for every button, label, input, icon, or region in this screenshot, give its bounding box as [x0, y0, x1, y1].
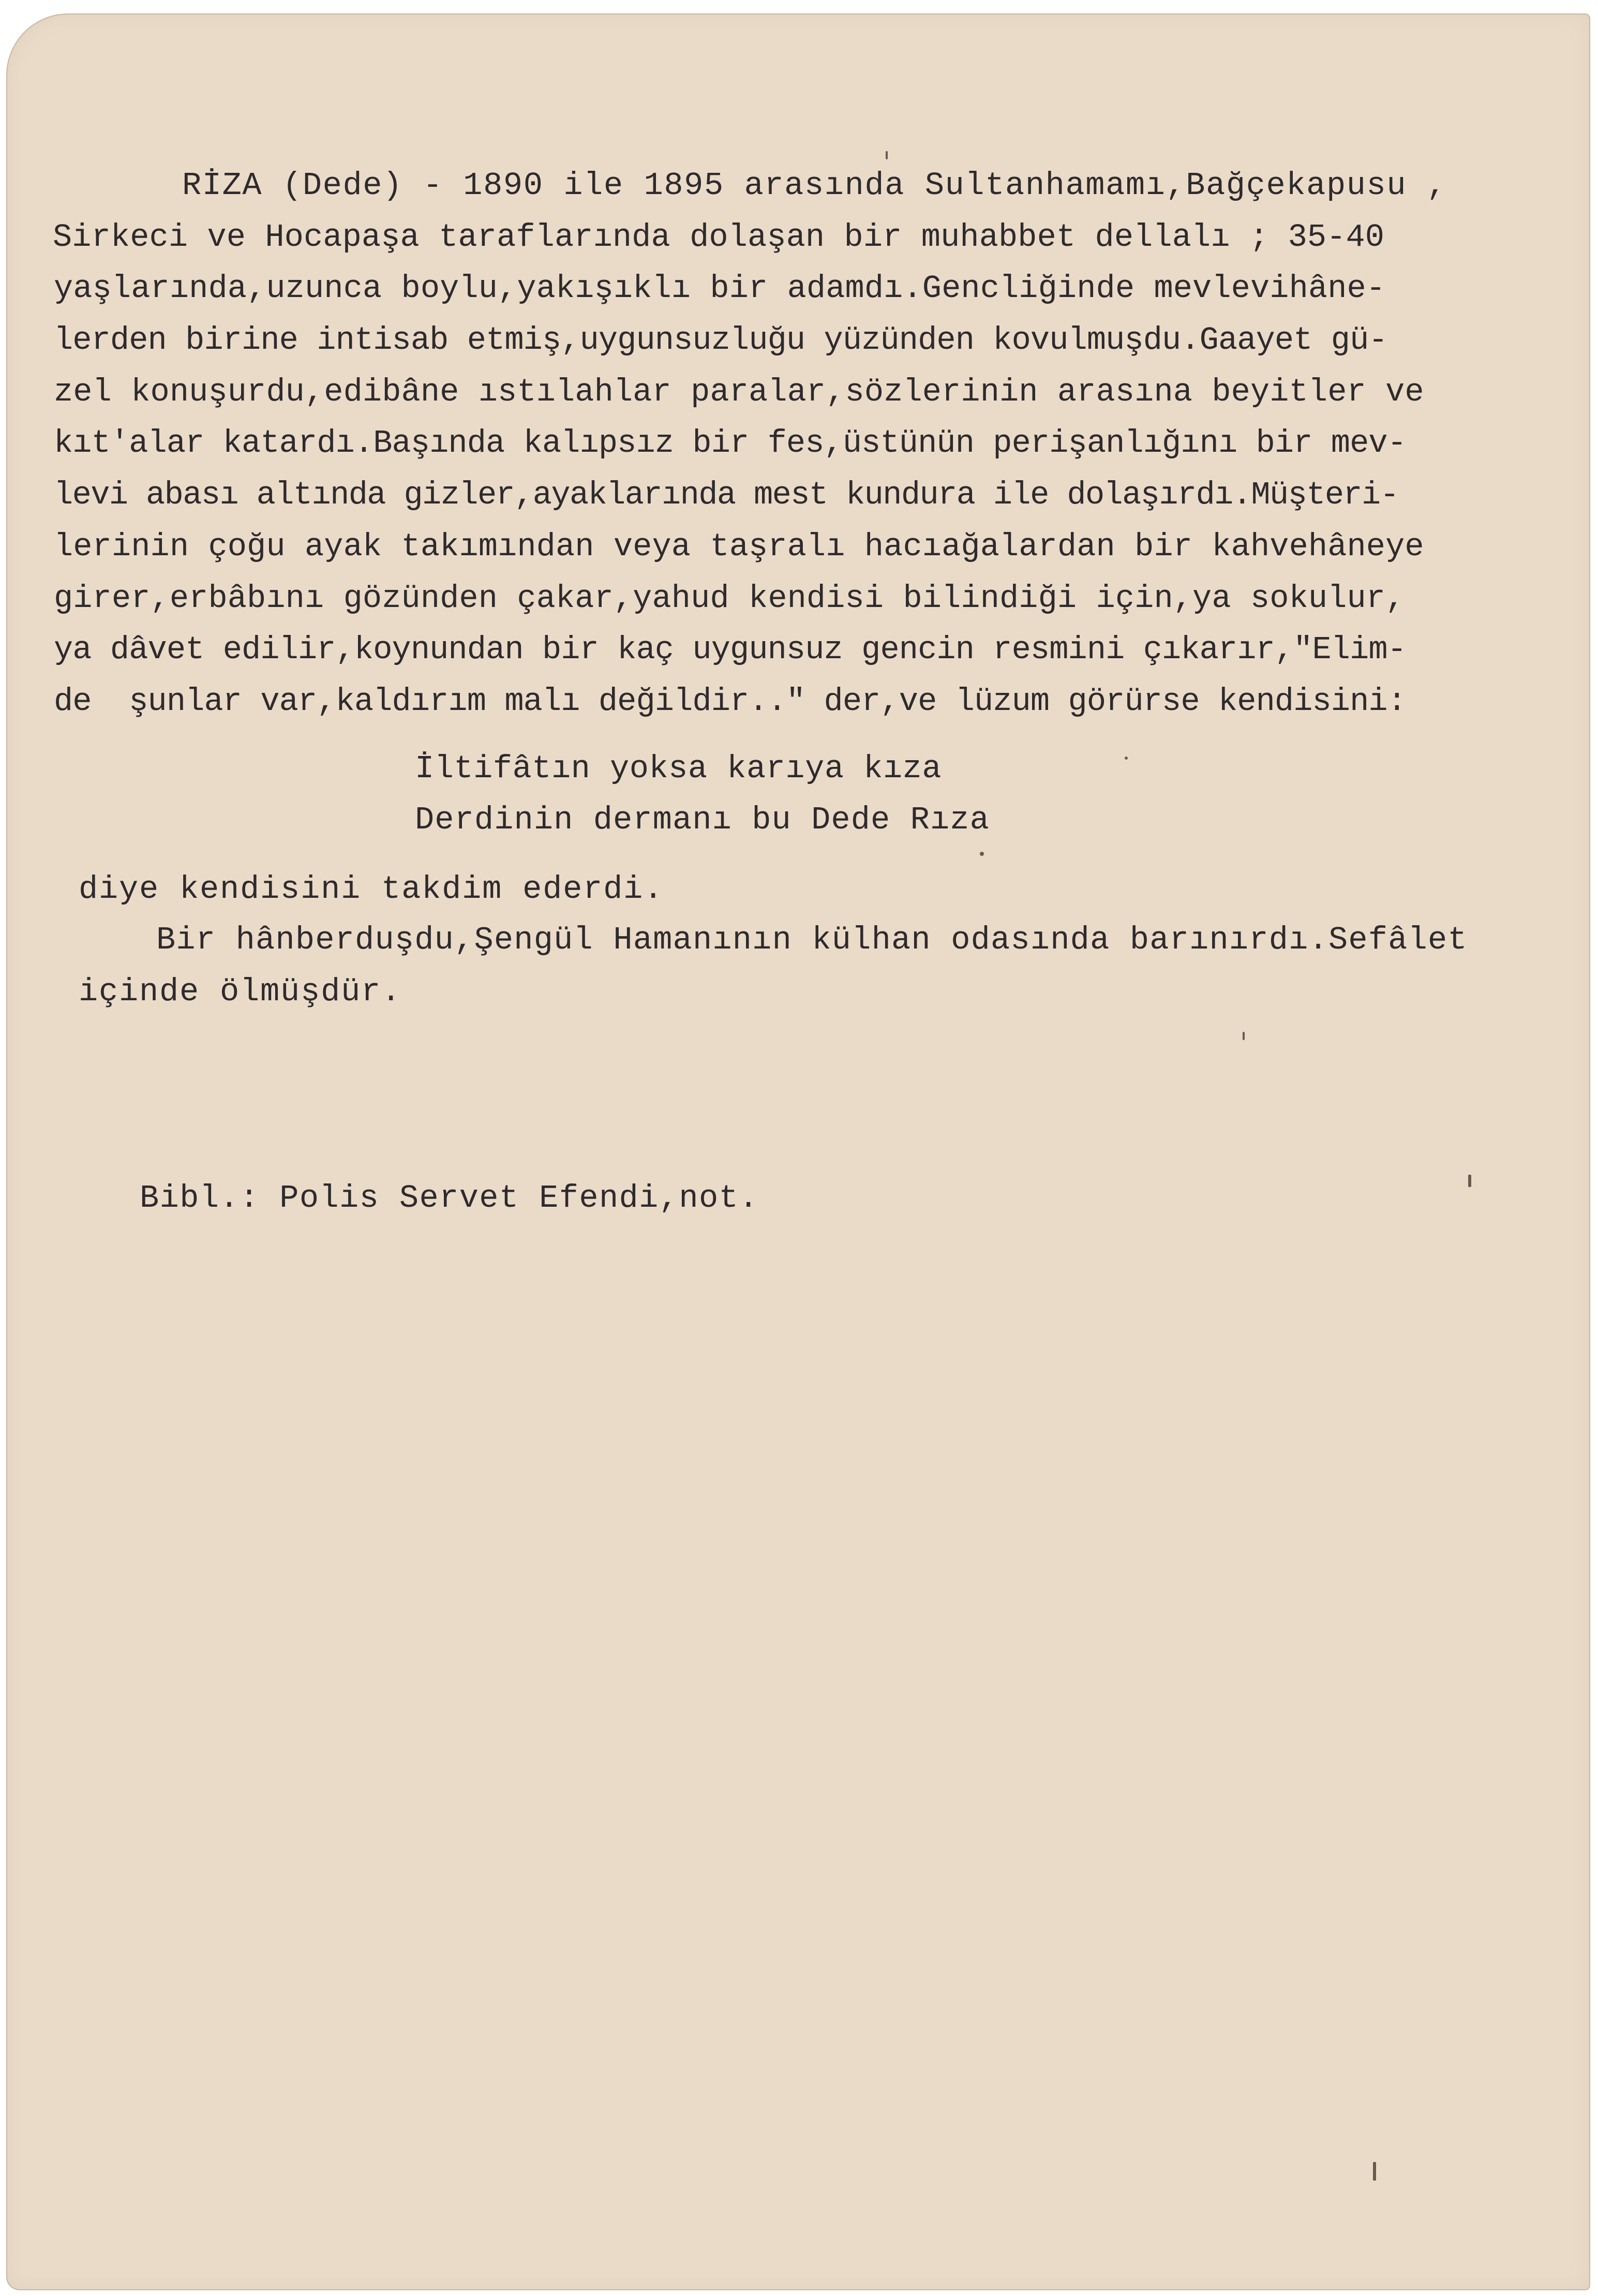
entry-line-4: lerden birine intisab etmiş,uygunsuzluğu yüzünden kovulmuşdu.Gaayet gü-	[54, 322, 1387, 359]
entry-line-7: levi abası altında gizler,ayaklarında mest kundura ile dolaşırdı.Müşteri-	[54, 477, 1399, 513]
closing-line: diye kendisini takdim ederdi.	[79, 871, 664, 908]
paper-speck	[1373, 2162, 1376, 2181]
entry-line-8: lerinin çoğu ayak takımından veya taşralı hacıağalardan bir kahvehâneye	[54, 528, 1424, 565]
final-paragraph-line-2: içinde ölmüşdür.	[79, 973, 402, 1010]
verse-line-2: Derdinin dermanı bu Dede Rıza	[415, 802, 990, 838]
entry-line-10: ya dâvet edilir,koynundan bir kaç uygunsuz gencin resmini çıkarır,"Elim-	[54, 631, 1407, 668]
paper-speck	[980, 852, 984, 856]
entry-line-5: zel konuşurdu,edibâne ıstılahlar paralar,sözlerinin arasına beyitler ve	[54, 374, 1424, 410]
final-paragraph-line-1: Bir hânberduşdu,Şengül Hamanının külhan odasında barınırdı.Sefâlet	[156, 922, 1468, 958]
paper-speck	[1125, 757, 1128, 760]
entry-line-9: girer,erbâbını gözünden çakar,yahud kendisi bilindiği için,ya sokulur,	[54, 580, 1405, 617]
bibliography: Bibl.: Polis Servet Efendi,not.	[140, 1180, 759, 1217]
entry-line-1: RİZA (Dede) - 1890 ile 1895 arasında Sultanhamamı,Bağçekapusu ,	[182, 167, 1447, 204]
paper-speck	[1468, 1175, 1471, 1187]
paper-speck	[886, 151, 888, 159]
entry-line-11: de şunlar var,kaldırım malı değildir.." der,ve lüzum görürse kendisini:	[54, 683, 1407, 720]
verse-line-1: İltifâtın yoksa karıya kıza	[415, 750, 942, 787]
entry-line-6: kıt'alar katardı.Başında kalıpsız bir fes,üstünün perişanlığını bir mev-	[54, 425, 1407, 462]
entry-line-2: Sirkeci ve Hocapaşa taraflarında dolaşan bir muhabbet dellalı ; 35-40	[53, 219, 1385, 256]
entry-line-3: yaşlarında,uzunca boylu,yakışıklı bir adamdı.Gencliğinde mevlevihâne-	[54, 270, 1386, 307]
paper-speck	[1243, 1032, 1245, 1040]
